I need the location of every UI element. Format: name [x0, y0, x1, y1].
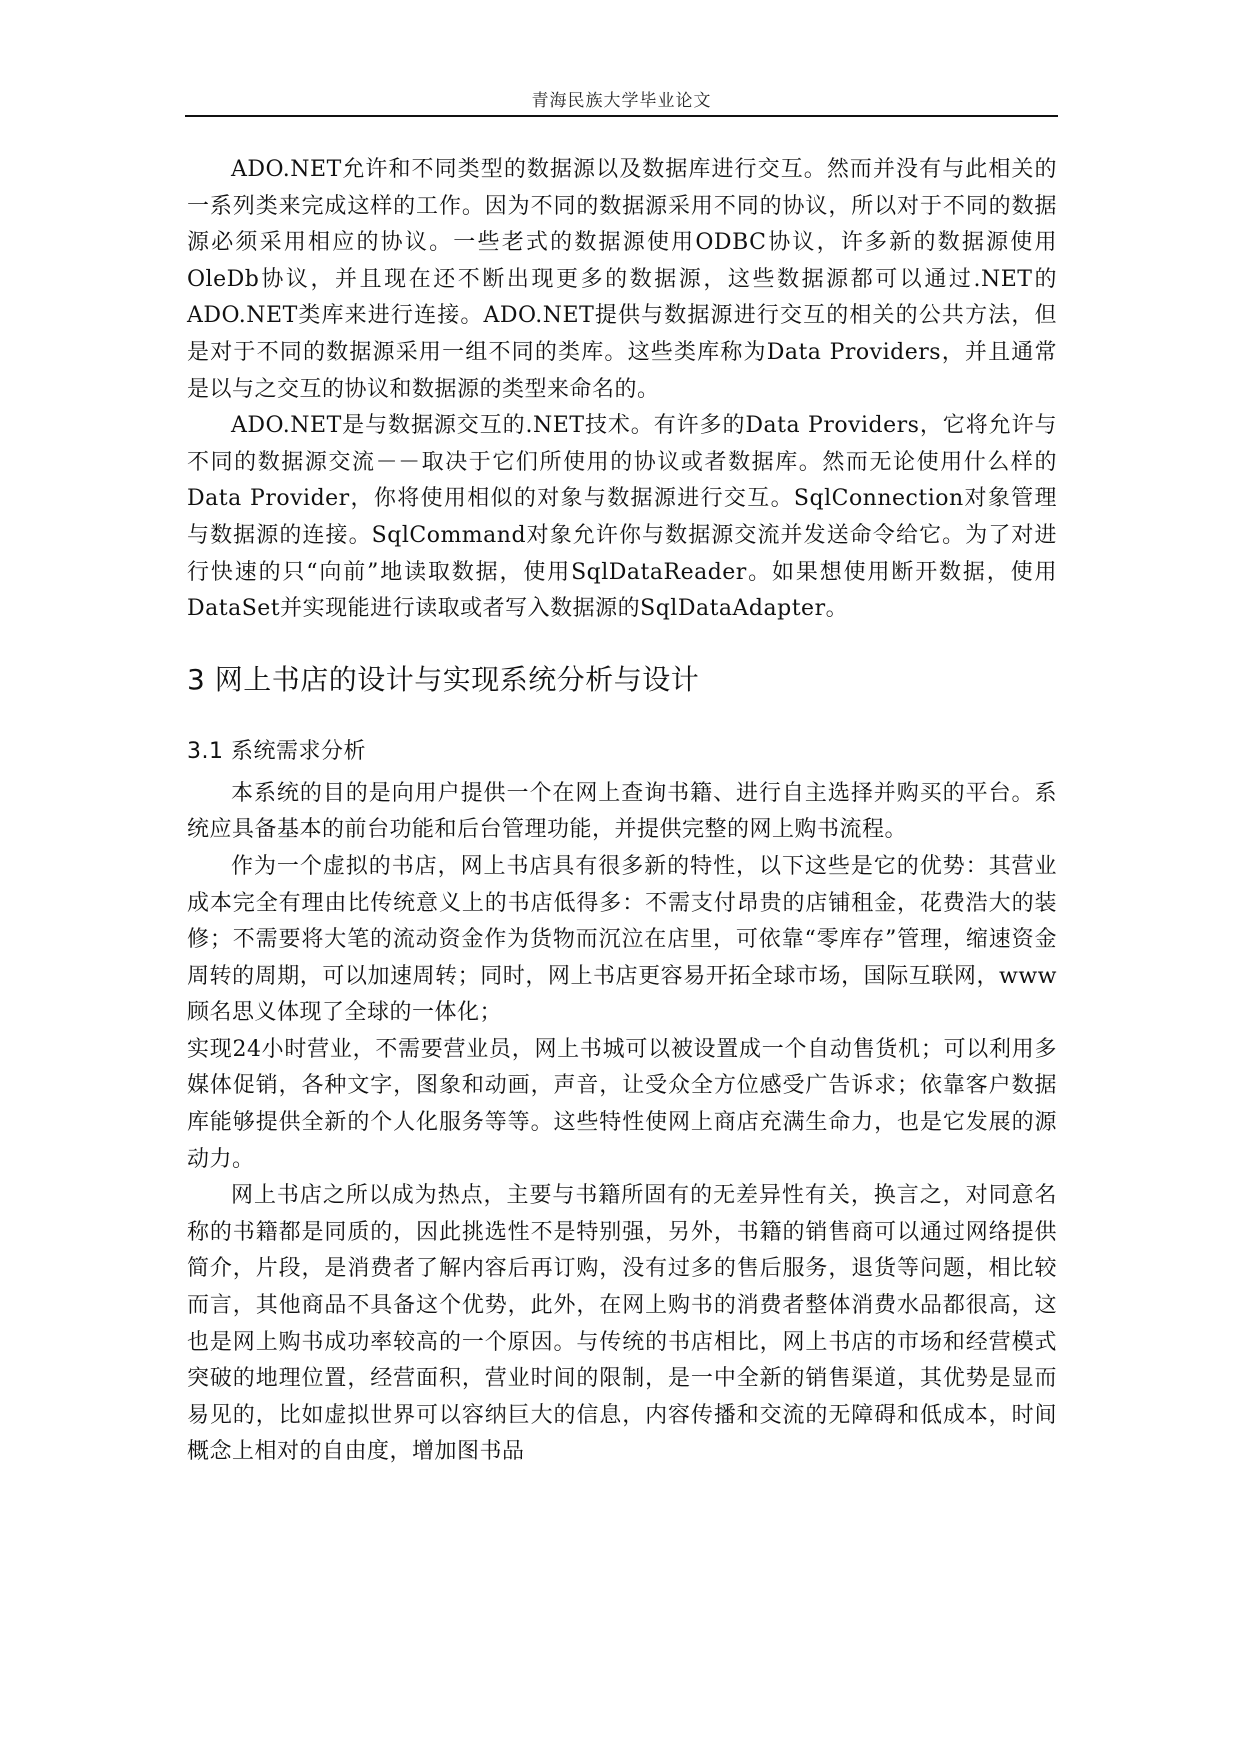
paragraph-ado-net-tech: ADO.NET是与数据源交互的.NET技术。有许多的Data Providers，它将允许与不同的数据源交流－－取决于它们所使用的协议或者数据库。然而无论使用什么样的Data Provider，你将使用相似的对象与数据源进行交互。SqlConnection对象管理与数据源的连接。SqlCommand对象允许你与数据源交流并发送命令给它。为了对进行快速的只“向前”地读取数据，使用SqlDataReader。如果想使用断开数据，使用DataSet并实现能进行读取或者写入数据源的SqlDataAdapter。 — [187, 413, 1057, 622]
paragraph-24h-business: 实现24小时营业，不需要营业员，网上书城可以被设置成一个自动售货机；可以利用多媒体促销，各种文字，图象和动画，声音，让受众全方位感受广告诉求；依靠客户数据库能够提供全新的个人化服务等等。这些特性使网上商店充满生命力，也是它发展的源动力。 — [187, 1036, 1057, 1172]
paragraph-system-purpose: 本系统的目的是向用户提供一个在网上查询书籍、进行自主选择并购买的平台。系统应具备基本的前台功能和后台管理功能，并提供完整的网上购书流程。 — [187, 780, 1057, 843]
chapter-heading: 3 网上书店的设计与实现系统分析与设计 — [187, 662, 700, 696]
paragraph-hotspot-reason: 网上书店之所以成为热点，主要与书籍所固有的无差异性有关，换言之，对同意名称的书籍都是同质的，因此挑选性不是特别强，另外，书籍的销售商可以通过网络提供简介，片段，是消费者了解内容后再订购，没有过多的售后服务，退货等问题，相比较而言，其他商品不具备这个优势，此外，在网上购书的消费者整体消费水品都很高，这也是网上购书成功率较高的一个原因。与传统的书店相比，网上书店的市场和经营模式突破的地理位置，经营面积，营业时间的限制，是一中全新的销售渠道，其优势是显而易见的，比如虚拟世界可以容纳巨大的信息，内容传播和交流的无障碍和低成本，时间概念上相对的自由度，增加图书品 — [187, 1183, 1057, 1465]
section-heading: 3.1 系统需求分析 — [187, 738, 366, 764]
paragraph-ado-net-intro: ADO.NET允许和不同类型的数据源以及数据库进行交互。然而并没有与此相关的一系列类来完成这样的工作。因为不同的数据源采用不同的协议，所以对于不同的数据源必须采用相应的协议。一些老式的数据源使用ODBC协议，许多新的数据源使用OleDb协议，并且现在还不断出现更多的数据源，这些数据源都可以通过.NET的ADO.NET类库来进行连接。ADO.NET提供与数据源进行交互的相关的公共方法，但是对于不同的数据源采用一组不同的类库。这些类库称为Data Providers，并且通常是以与之交互的协议和数据源的类型来命名的。 — [187, 157, 1057, 402]
page-header: 青海民族大学毕业论文 — [531, 91, 712, 111]
paragraph-advantages: 作为一个虚拟的书店，网上书店具有很多新的特性，以下这些是它的优势：其营业成本完全有理由比传统意义上的书店低得多：不需支付昂贵的店铺租金，花费浩大的装修；不需要将大笔的流动资金作为货物而沉泣在店里，可依靠“零库存”管理，缩速资金周转的周期，可以加速周转；同时，网上书店更容易开拓全球市场，国际互联网，www顾名思义体现了全球的一体化； — [187, 853, 1057, 1026]
header-rule — [185, 115, 1058, 117]
page-content — [187, 152, 1057, 1471]
